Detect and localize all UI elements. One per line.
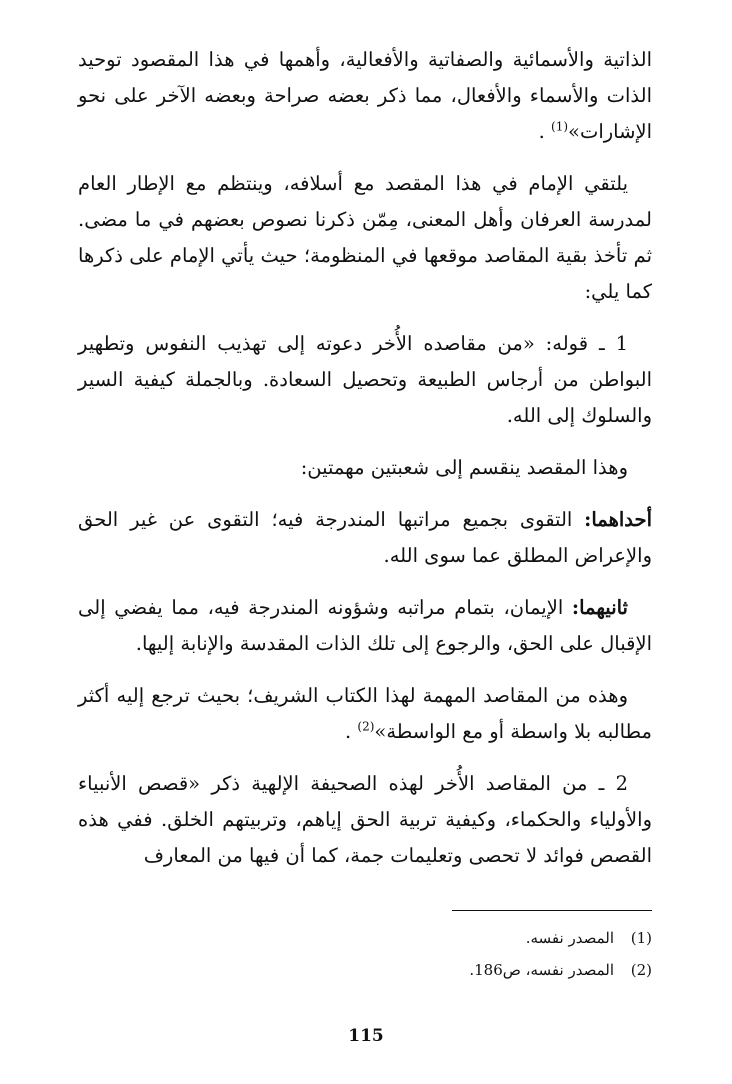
paragraph-text: الذاتية والأسمائية والصفاتية والأفعالية، وأهمها في هذا المقصود توحيد الذات والأسماء والأفعال، مما ذكر بعضه صراحة وبعضه الآخر على نحو الإشارات» xyxy=(78,48,652,143)
page-number: 115 xyxy=(348,1026,384,1046)
paragraph-8 xyxy=(78,766,652,874)
footnote-text: المصدر نفسه. xyxy=(525,929,614,947)
paragraph-6 xyxy=(78,590,652,662)
footnote-ref-1[interactable]: (1) xyxy=(551,119,569,134)
paragraph-7 xyxy=(78,678,652,750)
paragraph-tail: . xyxy=(345,720,352,743)
footnote-number: (1) xyxy=(630,929,652,947)
paragraph-lead: ثانيهما: xyxy=(571,596,628,619)
paragraph-text: الإيمان، بتمام مراتبه وشؤونه المندرجة فيه، مما يفضي إلى الإقبال على الحق، والرجوع إلى تلك الذات المقدسة والإنابة إليها. xyxy=(78,596,652,655)
paragraph-text: وهذه من المقاصد المهمة لهذا الكتاب الشريف؛ بحيث ترجع إليه أكثر مطالبه بلا واسطة أو مع الواسطة» xyxy=(78,684,652,743)
paragraph-4 xyxy=(78,450,652,486)
paragraph-text: 1 ـ قوله: «من مقاصده الأُخر دعوته إلى تهذيب النفوس وتطهير البواطن من أرجاس الطبيعة وتحصيل السعادة. وبالجملة كيفية السير والسلوك إلى الله. xyxy=(78,332,652,427)
paragraph-3 xyxy=(78,326,652,434)
footnote-number: (2) xyxy=(630,961,652,979)
footnotes xyxy=(252,922,652,986)
paragraph-text: 2 ـ من المقاصد الأُخر لهذه الصحيفة الإلهية ذكر «قصص الأنبياء والأولياء والحكماء، وكيفية تربية الحق إياهم، وتربيتهم الخلق. ففي هذه القصص فوائد لا تحصى وتعليمات جمة، كما أن فيها من المعارف xyxy=(78,772,652,867)
paragraph-lead: أحداهما: xyxy=(584,508,652,531)
paragraph-tail: . xyxy=(538,120,545,143)
footnote-2 xyxy=(252,954,652,986)
page-body xyxy=(78,42,652,890)
paragraph-5 xyxy=(78,502,652,574)
paragraph-text: يلتقي الإمام في هذا المقصد مع أسلافه، وينتظم مع الإطار العام لمدرسة العرفان وأهل المعنى، مِمّن ذكرنا نصوص بعضهم في ما مضى. ثم تأخذ بقية المقاصد موقعها في المنظومة؛ حيث يأتي الإمام على ذكرها كما يلي: xyxy=(78,172,652,303)
footnote-divider xyxy=(452,910,652,911)
footnote-ref-2[interactable]: (2) xyxy=(357,719,375,734)
paragraph-1 xyxy=(78,42,652,150)
paragraph-text: وهذا المقصد ينقسم إلى شعبتين مهمتين: xyxy=(300,456,628,479)
paragraph-2 xyxy=(78,166,652,310)
footnote-text: المصدر نفسه، ص186. xyxy=(469,961,614,979)
footnote-1 xyxy=(252,922,652,954)
paragraph-text: التقوى بجميع مراتبها المندرجة فيه؛ التقوى عن غير الحق والإعراض المطلق عما سوى الله. xyxy=(78,508,652,567)
